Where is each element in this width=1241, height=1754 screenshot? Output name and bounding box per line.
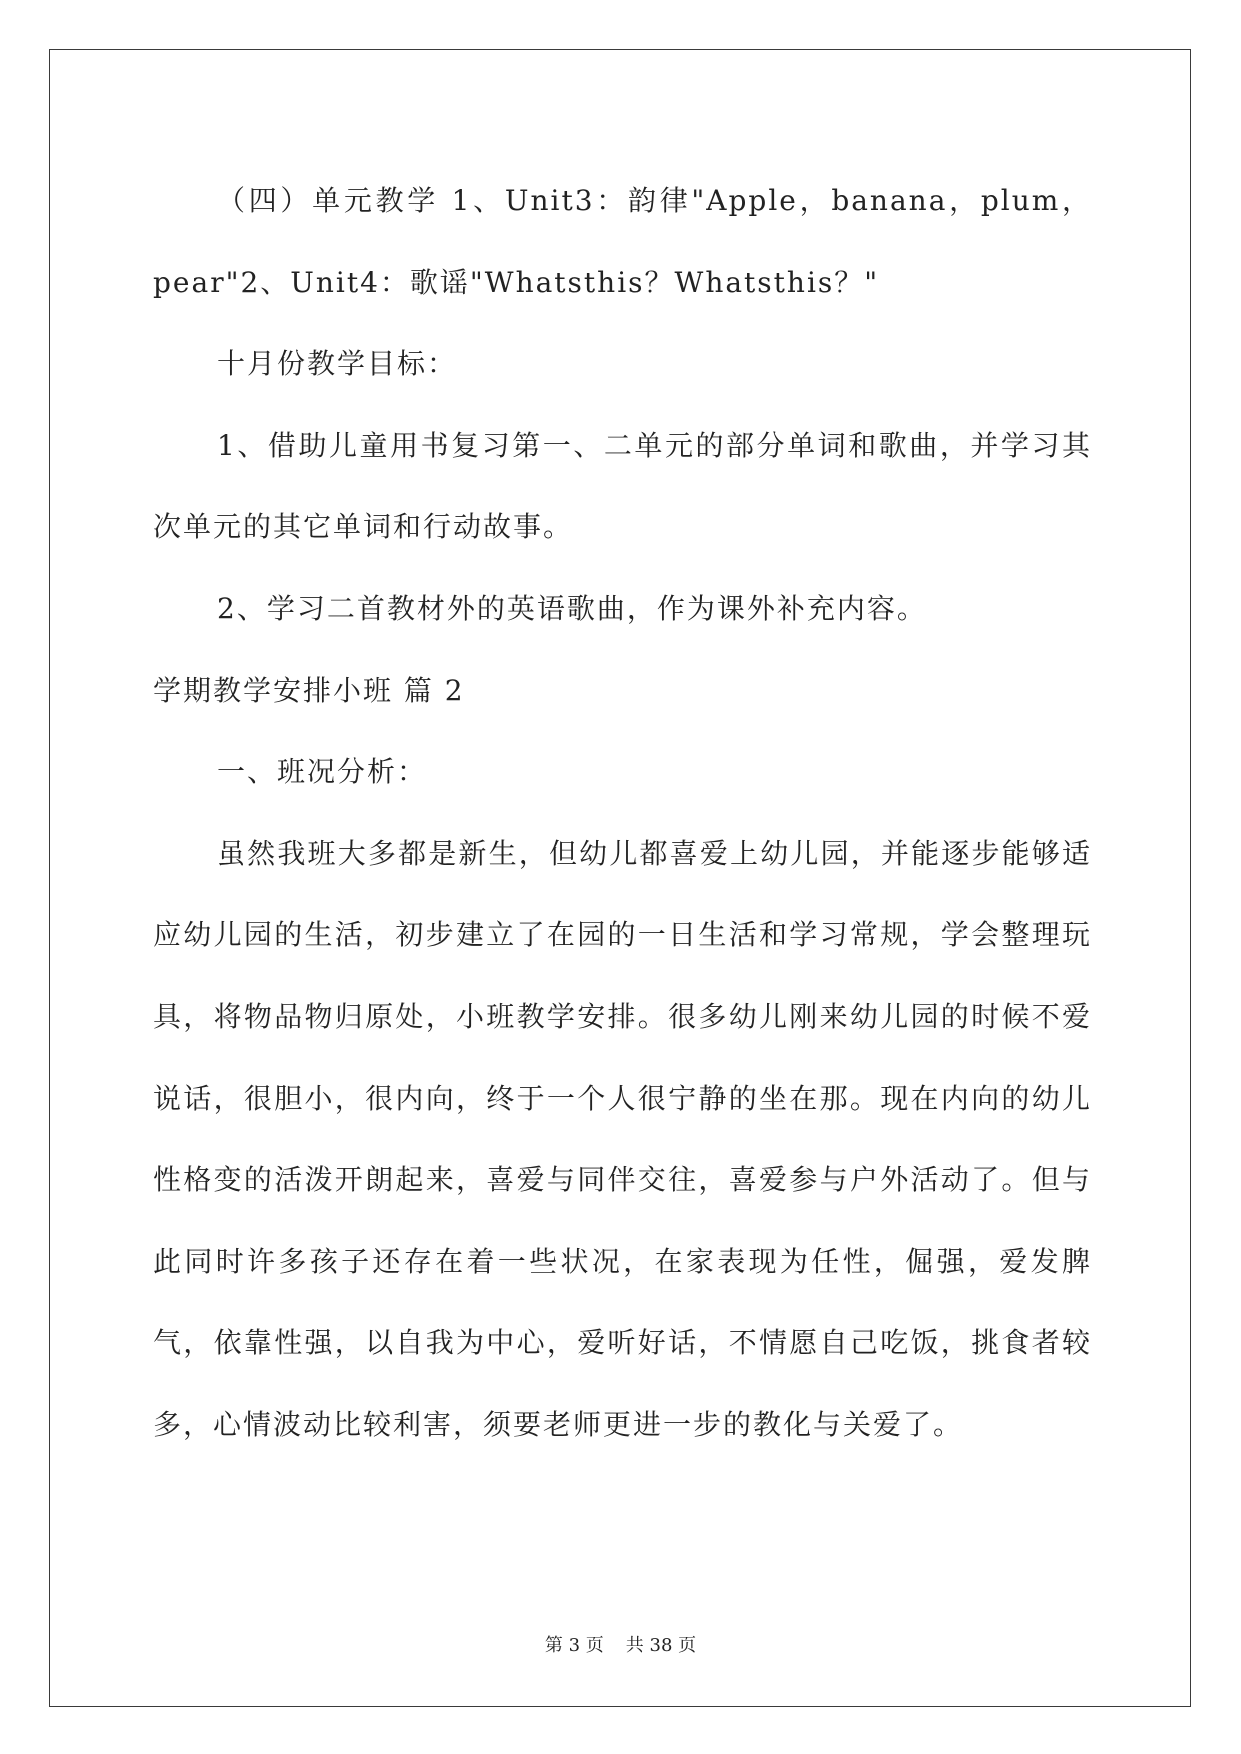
paragraph-class-analysis-heading: 一、班况分析： [217, 755, 428, 789]
paragraph-october-goal-1: 1、借助儿童用书复习第一、二单元的部分单词和歌曲，并学习其次单元的其它单词和行动故事。 [153, 428, 1092, 544]
page-total: 共 38 页 [625, 1635, 697, 1656]
section-title: 学期教学安排小班 篇 2 [153, 673, 465, 707]
paragraph-october-goals-heading: 十月份教学目标： [217, 347, 458, 381]
paragraph-class-analysis-body: 虽然我班大多都是新生，但幼儿都喜爱上幼儿园，并能逐步能够适应幼儿园的生活，初步建立了在园的一日生活和学习常规，学会整理玩具，将物品物归原处，小班教学安排。很多幼儿刚来幼儿园的时候不爱说话，很胆小，很内向，终于一个人很宁静的坐在那。现在内向的幼儿性格变的活泼开朗起来，喜爱与同伴交往，喜爱参与户外活动了。但与此同时许多孩子还存在着一些状况，在家表现为任性，倔强，爱发脾气，依靠性强，以自我为中心，爱听好话，不情愿自己吃饭，挑食者较多，心情波动比较利害，须要老师更进一步的教化与关爱了。 [153, 836, 1092, 1441]
paragraph-october-goal-2: 2、学习二首教材外的英语歌曲，作为课外补充内容。 [217, 591, 927, 625]
paragraph-unit-songs: （四）单元教学 1、Unit3：韵律"Apple，banana，plum，pear"2、Unit4：歌谣"Whatsthis？Whatsthis？" [153, 184, 1092, 299]
document-body [153, 160, 1092, 1466]
page-footer [0, 1631, 1241, 1657]
page-number: 第 3 页 [544, 1635, 604, 1656]
